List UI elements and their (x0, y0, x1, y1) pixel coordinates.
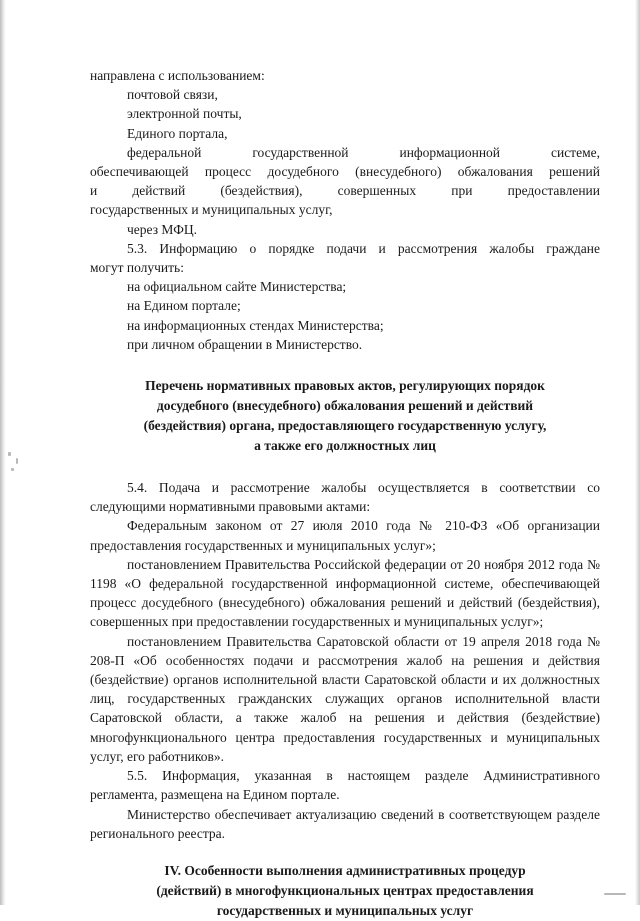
heading-line: а также его должностных лиц (254, 438, 436, 454)
list-item: почтовой связи, (127, 87, 218, 103)
document-body (90, 66, 600, 921)
paragraph: Федеральным законом от 27 июля 2010 года № 210-ФЗ «Об организации предоставления государственных и муниципальных услуг»; (90, 518, 600, 553)
text-line: государственных и муниципальных услуг, (90, 202, 333, 218)
text-line: обеспечивающей процесс досудебного (внесудебного) обжалования решений (90, 164, 600, 180)
list-item: при личном обращении в Министерство. (127, 336, 363, 352)
scan-mark (604, 893, 626, 895)
text-line: федеральной государственной информационной системе, (127, 144, 600, 160)
heading-line: досудебного (внесудебного) обжалования решений и действий (156, 398, 534, 414)
heading-line: (бездействия) органа, предоставляющего государственную услугу, (143, 418, 547, 434)
paragraph: 5.4. Подача и рассмотрение жалобы осуществляется в соответствии со следующими нормативными правовыми актами: (90, 480, 600, 515)
heading-line: IV. Особенности выполнения административных процедур (164, 862, 526, 878)
heading-line: Перечень нормативных правовых актов, регулирующих порядок (145, 378, 545, 394)
text-line: и действий (бездействия), совершенных при предоставлении (90, 183, 600, 199)
text-line: 5.3. Информацию о порядке подачи и рассмотрения жалобы граждане (127, 240, 600, 256)
paragraph: Министерство обеспечивает актуализацию сведений в соответствующем разделе регионального реестра. (90, 806, 600, 841)
scan-left-edge (0, 0, 6, 905)
text-line: направлена с использованием: (90, 68, 265, 83)
list-item: Единого портала, (127, 125, 228, 141)
paragraph: постановлением Правительства Российской федерации от 20 ноября 2012 года № 1198 «О федеральной государственной информационной системе, обеспечивающей процесс досудебного (внесудебного) обжалования решений и действий (бездействия), совершенных при предоставлении государственных и муниципальных услуг»; (90, 556, 600, 630)
scan-mark (8, 452, 11, 456)
heading-line: государственных и муниципальных услуг (216, 902, 474, 918)
list-item: через МФЦ. (127, 221, 198, 237)
section-heading (90, 376, 600, 456)
list-item: на Едином портале; (127, 298, 241, 314)
list-item: электронной почты, (127, 106, 242, 122)
paragraph: постановлением Правительства Саратовской области от 19 апреля 2018 года № 208-П «Об особенностях подачи и рассмотрения жалоб на решения и действия (бездействие) органов исполнительной власти Саратовской области и их должностных лиц, государственных гражданских служащих органов исполнительной власти Саратовской области, а также жалоб на решения и действия (бездействие) многофункционального центра предоставления государственных и муниципальных услуг, его работников». (90, 633, 600, 764)
list-item: на официальном сайте Министерства; (127, 279, 347, 295)
list-item: на информационных стендах Министерства; (127, 317, 384, 333)
section-heading (90, 861, 600, 921)
heading-line: (действий) в многофункциональных центрах предоставления (156, 882, 534, 898)
text-line: могут получить: (90, 260, 184, 276)
scan-right-edge (635, 0, 640, 905)
scan-mark (11, 468, 14, 471)
paragraph: 5.5. Информация, указанная в настоящем разделе Административного регламента, размещена на Едином портале. (90, 768, 600, 803)
scan-mark (16, 458, 18, 464)
